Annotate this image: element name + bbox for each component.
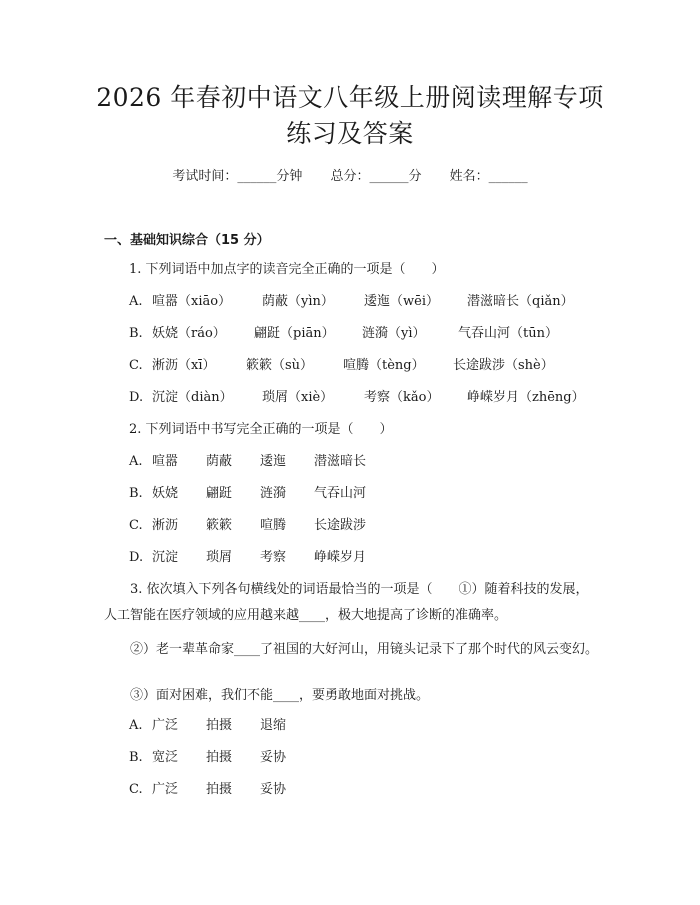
title-line-1: 2026 年春初中语文八年级上册阅读理解专项 [96,83,604,112]
option-word: 考察 [260,550,287,565]
exam-meta [0,168,700,186]
option-label: C. [129,518,143,533]
option-word: 喧腾 [260,518,287,533]
option-word: 喧嚣 [152,454,179,469]
option-word: 妖娆（ráo） [152,326,226,341]
option-word: 簌簌 [206,518,233,533]
page-title [60,80,640,152]
option-label: B. [129,486,143,501]
option-word: 荫蔽 [206,454,233,469]
option-word: 宽泛 [152,750,179,765]
option-word: 琐屑（xiè） [262,390,334,405]
option-word: 考察（kǎo） [364,390,440,405]
option-label: A. [129,454,143,469]
option-label: C. [129,358,143,373]
option-word: 峥嵘岁月（zhēng） [467,390,585,405]
option-word: 喧嚣（xiāo） [152,294,232,309]
option-label: B. [129,326,143,341]
option-word: 妥协 [260,750,287,765]
option-word: 簌簌（sù） [246,358,314,373]
option-word: 妖娆 [152,486,179,501]
q3-sentence-2: ②）老一辈革命家____了祖国的大好河山，用镜头记录下了那个时代的风云变幻。 [130,642,599,657]
option-label: D. [129,550,144,565]
option-word: 淅沥（xī） [152,358,216,373]
title-line-2: 练习及答案 [286,119,414,148]
option-word: 拍摄 [206,782,233,797]
option-word: 淅沥 [152,518,179,533]
option-word: 涟漪 [260,486,287,501]
option-word: 翩跹（piān） [254,326,335,341]
student-name: 姓名：______ [449,169,528,184]
q3-sentence-3: ③）面对困难，我们不能____，要勇敢地面对挑战。 [130,688,430,703]
option-word: 潜滋暗长（qiǎn） [467,294,574,309]
option-word: 涟漪（yì） [362,326,426,341]
section-heading: 一、基础知识综合（15 分） [104,233,270,248]
option-label: C. [129,782,143,797]
option-label: A. [129,294,143,309]
option-word: 长途跋涉（shè） [453,358,554,373]
option-word: 沉淀 [152,550,179,565]
option-word: 荫蔽（yìn） [262,294,334,309]
option-word: 气吞山河 [314,486,367,501]
option-word: 拍摄 [206,718,233,733]
exam-score: 总分：______分 [330,169,422,184]
option-word: 拍摄 [206,750,233,765]
option-word: 峥嵘岁月 [314,550,367,565]
option-word: 琐屑 [206,550,233,565]
option-word: 逶迤 [260,454,287,469]
option-word: 妥协 [260,782,287,797]
option-label: D. [129,390,144,405]
option-label: A. [129,718,143,733]
option-word: 潜滋暗长 [314,454,367,469]
option-word: 气吞山河（tūn） [458,326,558,341]
q2-stem: 2. 下列词语中书写完全正确的一项是（ ） [129,422,393,437]
q3-stem: 3. 依次填入下列各句横线处的词语最恰当的一项是（ ①）随着科技的发展，人工智能在医疗领域的应用越来越____，极大地提高了诊断的准确率。 [104,582,589,623]
option-word: 逶迤（wēi） [364,294,439,309]
option-word: 翩跹 [206,486,233,501]
option-word: 广泛 [152,718,179,733]
option-word: 喧腾（tèng） [343,358,425,373]
exam-time: 考试时间：______分钟 [172,169,303,184]
option-word: 广泛 [152,782,179,797]
option-word: 沉淀（diàn） [152,390,233,405]
option-label: B. [129,750,143,765]
option-word: 退缩 [260,718,287,733]
option-word: 长途跋涉 [314,518,367,533]
q1-stem: 1. 下列词语中加点字的读音完全正确的一项是（ ） [129,262,445,277]
